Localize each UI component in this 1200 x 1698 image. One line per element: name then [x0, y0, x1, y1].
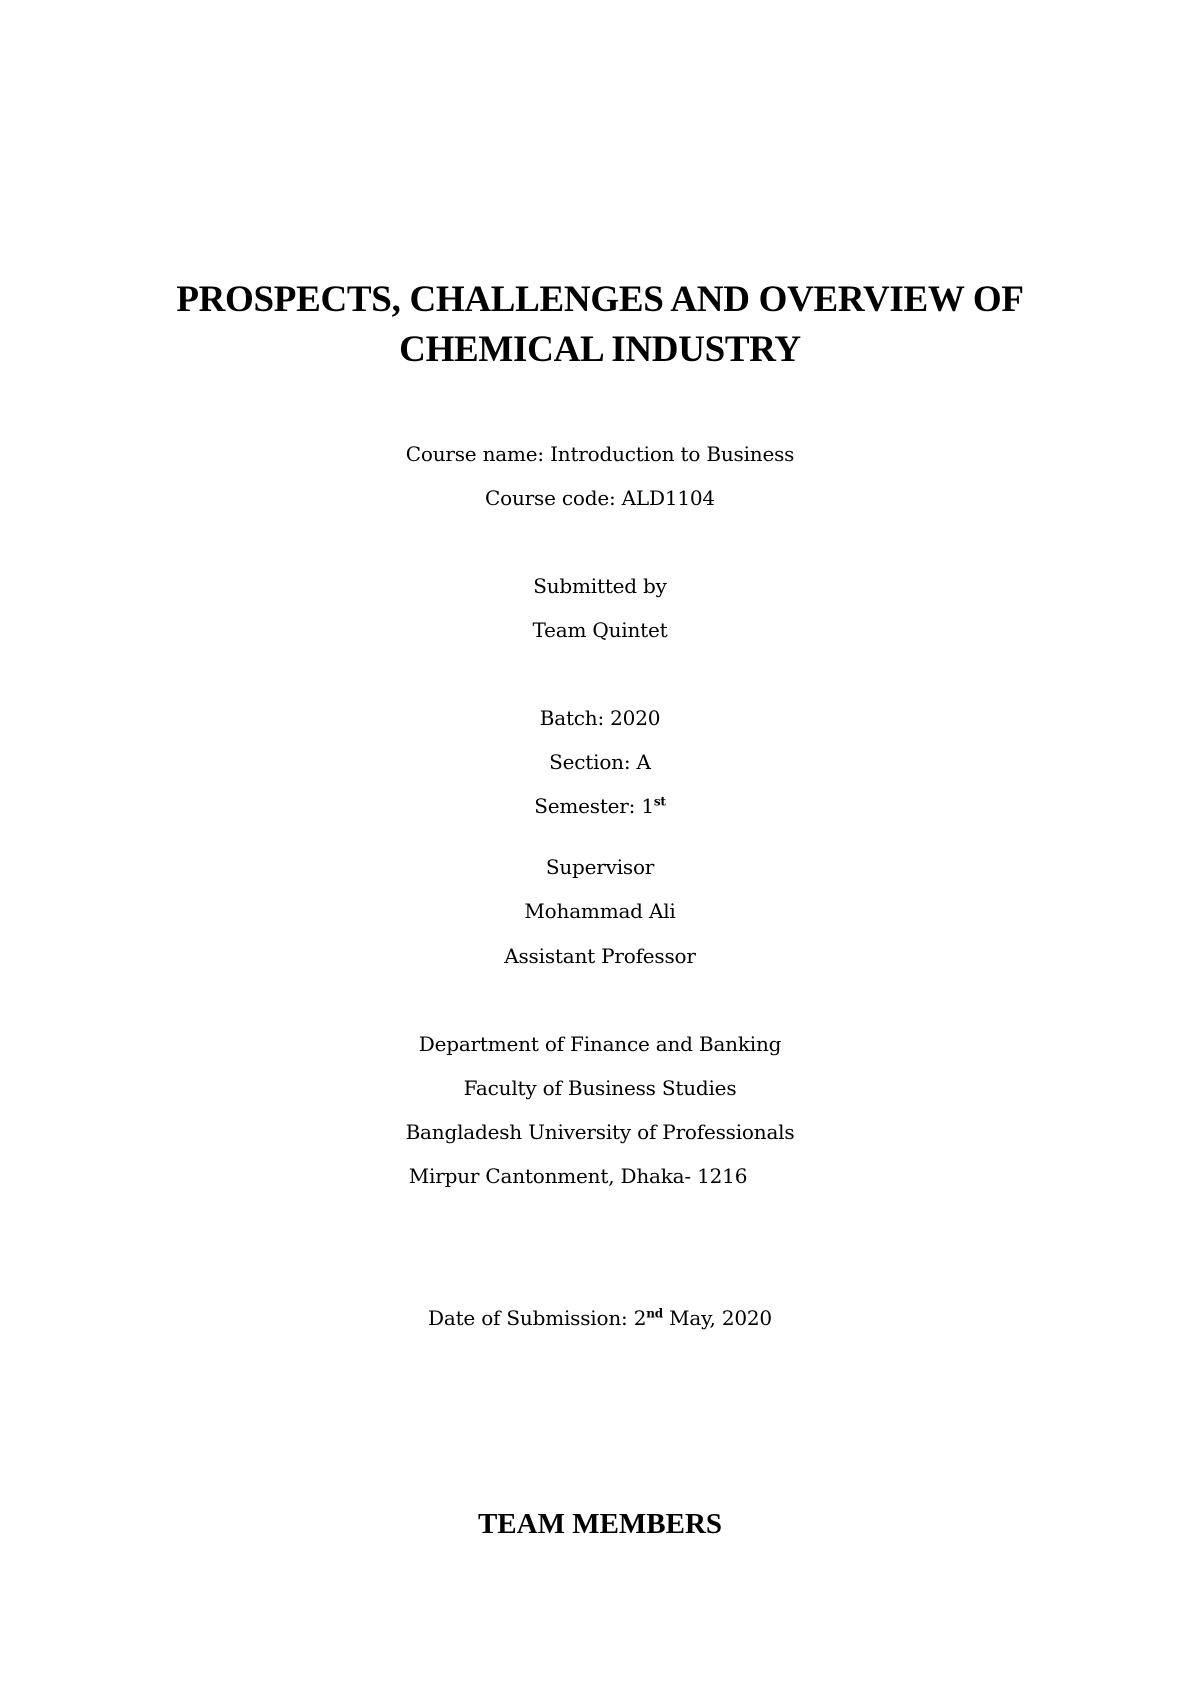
- team-members-heading: TEAM MEMBERS: [477, 1508, 723, 1540]
- submitted-by-label: Submitted by: [533, 574, 667, 598]
- batch: Batch: 2020: [539, 706, 661, 730]
- department: Department of Finance and Banking: [418, 1032, 782, 1056]
- semester: [0, 794, 1200, 818]
- date-rest: May, 2020: [662, 1306, 772, 1330]
- team-name: Team Quintet: [532, 618, 668, 642]
- date-of-submission: [0, 1306, 1200, 1330]
- title-line-2: CHEMICAL INDUSTRY: [399, 329, 801, 370]
- supervisor-name: Mohammad Ali: [524, 899, 676, 923]
- address: Mirpur Cantonment, Dhaka- 1216: [408, 1164, 748, 1188]
- university: Bangladesh University of Professionals: [405, 1120, 795, 1144]
- course-code: Course code: ALD1104: [485, 486, 715, 510]
- supervisor-title: Assistant Professor: [504, 944, 696, 968]
- date-ordinal-suffix: nd: [646, 1306, 663, 1321]
- course-name: Course name: Introduction to Business: [405, 442, 795, 466]
- title-line-1: PROSPECTS, CHALLENGES AND OVERVIEW OF: [176, 279, 1024, 320]
- date-prefix: Date of Submission: 2: [428, 1306, 647, 1330]
- semester-ordinal-suffix: st: [653, 794, 666, 809]
- section: Section: A: [549, 750, 651, 774]
- faculty: Faculty of Business Studies: [463, 1076, 737, 1100]
- semester-text: Semester: 1: [534, 794, 654, 818]
- supervisor-label: Supervisor: [545, 855, 655, 879]
